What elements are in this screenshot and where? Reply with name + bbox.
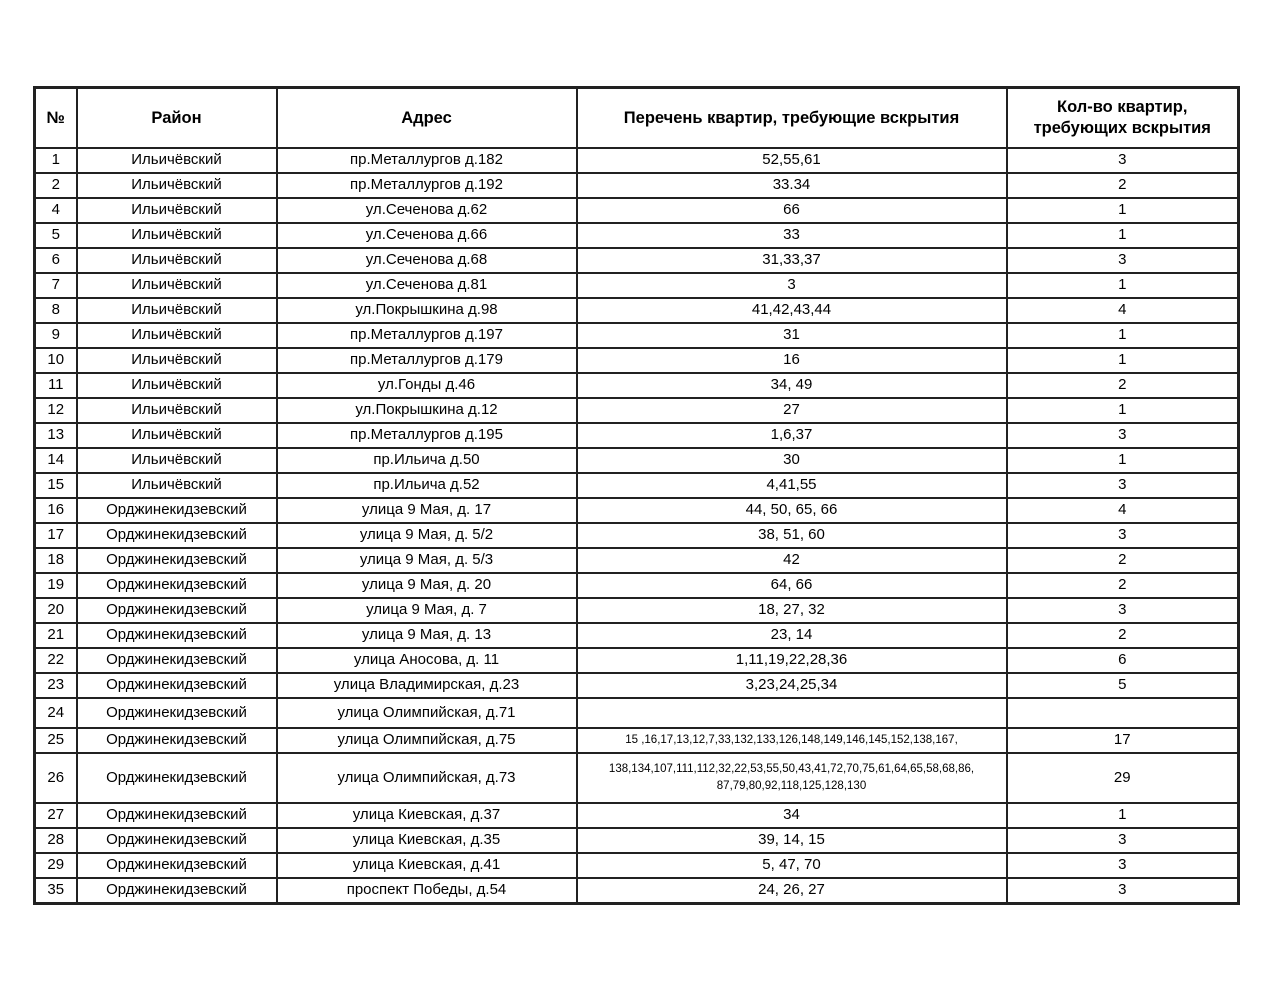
cell-num: 8 [35,298,77,323]
table-row [35,223,1239,248]
cell-num: 21 [35,623,77,648]
cell-num: 11 [35,373,77,398]
cell-num: 12 [35,398,77,423]
cell-num: 1 [35,148,77,173]
cell-apartments-count: 1 [1007,803,1239,828]
table-row [35,173,1239,198]
cell-apartments-count: 3 [1007,248,1239,273]
cell-address: улица 9 Мая, д. 20 [277,573,577,598]
cell-address: проспект Победы, д.54 [277,878,577,903]
cell-address: ул.Покрышкина д.12 [277,398,577,423]
table-row [35,448,1239,473]
cell-num: 20 [35,598,77,623]
cell-num: 14 [35,448,77,473]
cell-apartments-list: 34 [577,803,1007,828]
cell-apartments-count: 1 [1007,273,1239,298]
cell-address: ул.Сеченова д.62 [277,198,577,223]
cell-apartments-count [1007,698,1239,728]
cell-address: ул.Покрышкина д.98 [277,298,577,323]
cell-num: 25 [35,728,77,753]
cell-apartments-count: 3 [1007,423,1239,448]
cell-apartments-list: 33 [577,223,1007,248]
cell-address: улица Владимирская, д.23 [277,673,577,698]
cell-apartments-count: 3 [1007,598,1239,623]
cell-num: 28 [35,828,77,853]
table-row [35,348,1239,373]
cell-district: Орджинекидзевский [77,498,277,523]
cell-apartments-list: 27 [577,398,1007,423]
cell-num: 6 [35,248,77,273]
cell-apartments-count: 3 [1007,473,1239,498]
cell-apartments-list [577,698,1007,728]
cell-district: Орджинекидзевский [77,878,277,903]
cell-apartments-list: 31 [577,323,1007,348]
cell-num: 24 [35,698,77,728]
cell-apartments-list: 3 [577,273,1007,298]
cell-apartments-list: 16 [577,348,1007,373]
table-row [35,828,1239,853]
header-apartments-count: Кол-во квартир, требующих вскрытия [1007,88,1239,149]
header-apartments-list: Перечень квартир, требующие вскрытия [577,88,1007,149]
cell-num: 7 [35,273,77,298]
cell-address: пр.Металлургов д.197 [277,323,577,348]
table-row [35,623,1239,648]
cell-district: Орджинекидзевский [77,803,277,828]
table-row [35,523,1239,548]
cell-district: Орджинекидзевский [77,853,277,878]
cell-apartments-list: 138,134,107,111,112,32,22,53,55,50,43,41,72,70,75,61,64,65,58,68,86, 87,79,80,92,118,125,128,130 [577,753,1007,803]
table-row [35,648,1239,673]
cell-district: Ильичёвский [77,173,277,198]
cell-apartments-list: 42 [577,548,1007,573]
cell-district: Ильичёвский [77,223,277,248]
table-row [35,398,1239,423]
cell-apartments-count: 4 [1007,498,1239,523]
cell-district: Орджинекидзевский [77,623,277,648]
cell-apartments-count: 2 [1007,373,1239,398]
cell-district: Орджинекидзевский [77,598,277,623]
cell-district: Орджинекидзевский [77,728,277,753]
header-num: № [35,88,77,149]
cell-district: Орджинекидзевский [77,828,277,853]
cell-apartments-list: 5, 47, 70 [577,853,1007,878]
cell-apartments-count: 3 [1007,828,1239,853]
cell-apartments-count: 2 [1007,623,1239,648]
cell-num: 5 [35,223,77,248]
cell-apartments-count: 1 [1007,448,1239,473]
cell-district: Орджинекидзевский [77,523,277,548]
cell-address: улица Олимпийская, д.75 [277,728,577,753]
cell-district: Орджинекидзевский [77,698,277,728]
cell-district: Ильичёвский [77,298,277,323]
cell-address: пр.Ильича д.50 [277,448,577,473]
cell-apartments-count: 2 [1007,573,1239,598]
cell-district: Орджинекидзевский [77,648,277,673]
table-row [35,248,1239,273]
cell-address: пр.Ильича д.52 [277,473,577,498]
cell-num: 15 [35,473,77,498]
cell-address: улица 9 Мая, д. 7 [277,598,577,623]
cell-district: Орджинекидзевский [77,673,277,698]
cell-apartments-list: 33.34 [577,173,1007,198]
cell-apartments-list: 24, 26, 27 [577,878,1007,903]
cell-address: ул.Гонды д.46 [277,373,577,398]
cell-district: Ильичёвский [77,348,277,373]
table-body [35,148,1239,903]
cell-apartments-count: 3 [1007,853,1239,878]
cell-apartments-list: 52,55,61 [577,148,1007,173]
cell-address: улица 9 Мая, д. 5/2 [277,523,577,548]
table-row [35,298,1239,323]
cell-apartments-list: 66 [577,198,1007,223]
table-row [35,198,1239,223]
table-row [35,373,1239,398]
table-row [35,423,1239,448]
cell-num: 10 [35,348,77,373]
table-row [35,598,1239,623]
table-row [35,573,1239,598]
cell-district: Ильичёвский [77,198,277,223]
cell-apartments-count: 2 [1007,173,1239,198]
cell-apartments-count: 2 [1007,548,1239,573]
table-row [35,698,1239,728]
cell-address: улица Киевская, д.35 [277,828,577,853]
cell-apartments-count: 3 [1007,878,1239,903]
table-row [35,878,1239,903]
cell-apartments-list: 23, 14 [577,623,1007,648]
cell-district: Ильичёвский [77,398,277,423]
cell-apartments-count: 5 [1007,673,1239,698]
cell-district: Орджинекидзевский [77,548,277,573]
cell-num: 13 [35,423,77,448]
cell-num: 27 [35,803,77,828]
cell-apartments-list: 15 ,16,17,13,12,7,33,132,133,126,148,149,146,145,152,138,167, [577,728,1007,753]
cell-apartments-count: 1 [1007,323,1239,348]
cell-apartments-count: 29 [1007,753,1239,803]
cell-apartments-list: 64, 66 [577,573,1007,598]
cell-num: 9 [35,323,77,348]
header-address: Адрес [277,88,577,149]
cell-num: 26 [35,753,77,803]
cell-apartments-list: 18, 27, 32 [577,598,1007,623]
cell-district: Ильичёвский [77,323,277,348]
cell-num: 23 [35,673,77,698]
cell-apartments-count: 17 [1007,728,1239,753]
cell-apartments-list: 39, 14, 15 [577,828,1007,853]
cell-apartments-count: 1 [1007,398,1239,423]
cell-district: Ильичёвский [77,148,277,173]
cell-district: Ильичёвский [77,248,277,273]
cell-apartments-count: 1 [1007,348,1239,373]
cell-apartments-count: 4 [1007,298,1239,323]
cell-num: 19 [35,573,77,598]
cell-apartments-count: 1 [1007,198,1239,223]
table-row [35,498,1239,523]
cell-address: улица Аносова, д. 11 [277,648,577,673]
table-row [35,803,1239,828]
table-row [35,148,1239,173]
cell-apartments-count: 1 [1007,223,1239,248]
cell-apartments-count: 6 [1007,648,1239,673]
cell-num: 17 [35,523,77,548]
cell-address: улица Киевская, д.37 [277,803,577,828]
cell-apartments-list: 31,33,37 [577,248,1007,273]
cell-address: улица 9 Мая, д. 13 [277,623,577,648]
cell-address: ул.Сеченова д.66 [277,223,577,248]
cell-address: пр.Металлургов д.179 [277,348,577,373]
cell-address: пр.Металлургов д.192 [277,173,577,198]
cell-apartments-list: 3,23,24,25,34 [577,673,1007,698]
cell-address: пр.Металлургов д.195 [277,423,577,448]
cell-apartments-list: 34, 49 [577,373,1007,398]
cell-address: улица 9 Мая, д. 17 [277,498,577,523]
table-row [35,853,1239,878]
table-row [35,473,1239,498]
table-row [35,753,1239,803]
cell-num: 16 [35,498,77,523]
cell-address: улица 9 Мая, д. 5/3 [277,548,577,573]
cell-apartments-list: 41,42,43,44 [577,298,1007,323]
cell-district: Ильичёвский [77,373,277,398]
header-row [35,88,1239,149]
cell-apartments-list: 44, 50, 65, 66 [577,498,1007,523]
table-header [35,88,1239,149]
header-district: Район [77,88,277,149]
cell-district: Ильичёвский [77,273,277,298]
cell-num: 4 [35,198,77,223]
cell-apartments-list: 38, 51, 60 [577,523,1007,548]
cell-apartments-list: 1,6,37 [577,423,1007,448]
cell-district: Орджинекидзевский [77,573,277,598]
cell-num: 22 [35,648,77,673]
cell-apartments-list: 1,11,19,22,28,36 [577,648,1007,673]
table-row [35,323,1239,348]
apartments-table [33,86,1240,905]
cell-address: улица Олимпийская, д.73 [277,753,577,803]
cell-apartments-count: 3 [1007,523,1239,548]
cell-address: улица Киевская, д.41 [277,853,577,878]
cell-num: 2 [35,173,77,198]
cell-district: Ильичёвский [77,473,277,498]
cell-address: пр.Металлургов д.182 [277,148,577,173]
cell-apartments-list: 4,41,55 [577,473,1007,498]
cell-apartments-count: 3 [1007,148,1239,173]
cell-apartments-list: 30 [577,448,1007,473]
table-row [35,728,1239,753]
cell-num: 29 [35,853,77,878]
table-row [35,673,1239,698]
cell-address: улица Олимпийская, д.71 [277,698,577,728]
cell-address: ул.Сеченова д.68 [277,248,577,273]
cell-num: 35 [35,878,77,903]
table-row [35,548,1239,573]
cell-district: Ильичёвский [77,423,277,448]
cell-district: Орджинекидзевский [77,753,277,803]
cell-num: 18 [35,548,77,573]
cell-district: Ильичёвский [77,448,277,473]
table-row [35,273,1239,298]
cell-address: ул.Сеченова д.81 [277,273,577,298]
